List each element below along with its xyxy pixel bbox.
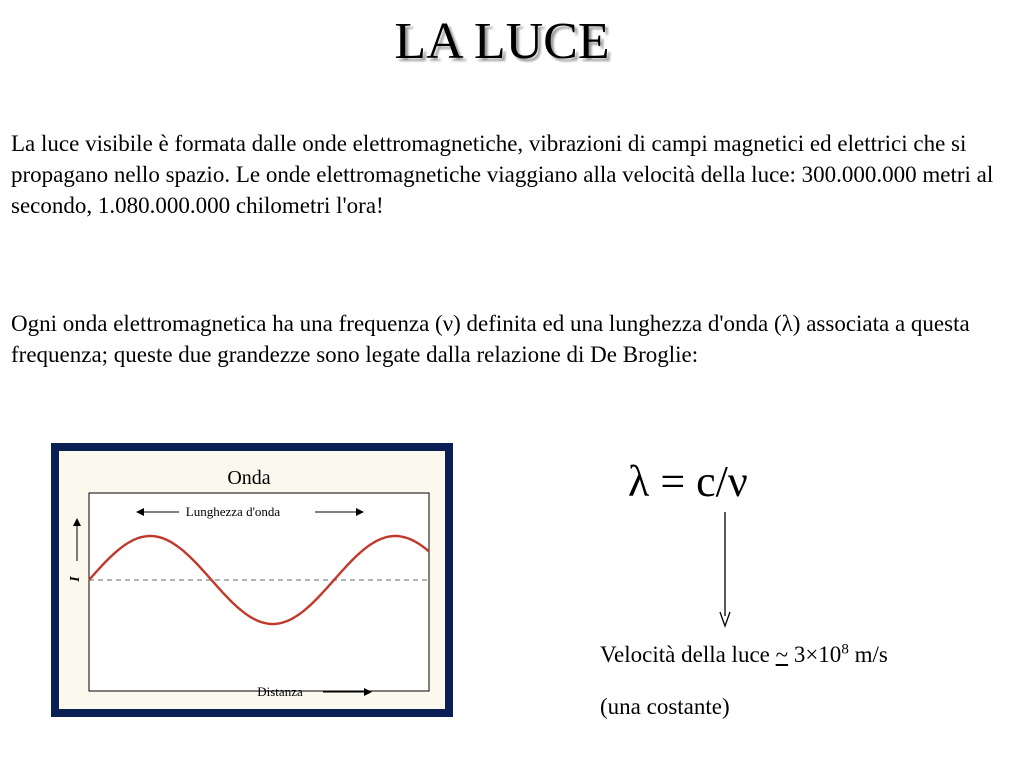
down-arrow-icon — [714, 512, 736, 628]
speed-of-light-text: Velocità della luce — [600, 642, 770, 667]
de-broglie-formula: λ = c/ν — [628, 457, 748, 506]
speed-of-light-line — [600, 640, 888, 670]
wavelength-label: Lunghezza d'onda — [185, 504, 281, 519]
page-title: LA LUCE — [394, 13, 610, 70]
plot-box — [89, 493, 429, 691]
wave-diagram — [51, 443, 453, 717]
y-axis-label: I — [68, 576, 83, 582]
constant-note: (una costante) — [600, 694, 730, 719]
speed-unit: m/s — [854, 642, 888, 667]
de-broglie-paragraph: Ogni onda elettromagnetica ha una frequenza (ν) definita ed una lunghezza d'onda (λ) associata a questa frequenza; queste due grandezze sono legate dalla relazione di De Broglie: — [11, 311, 970, 367]
approx-symbol: ~ — [775, 642, 789, 667]
speed-value-exponent: 8 — [841, 641, 849, 658]
speed-value-base: 3×10 — [793, 642, 842, 667]
x-axis-label: Distanza — [257, 684, 303, 699]
intro-paragraph: La luce visibile è formata dalle onde elettromagnetiche, vibrazioni di campi magnetici ed elettrici che si propagano nello spazio. Le onde elettromagnetiche viaggiano alla velocità della luce: 300.000.000 metri al secondo, 1.080.000.000 chilometri l'ora! — [11, 131, 994, 218]
wave-diagram-heading: Onda — [227, 467, 271, 489]
